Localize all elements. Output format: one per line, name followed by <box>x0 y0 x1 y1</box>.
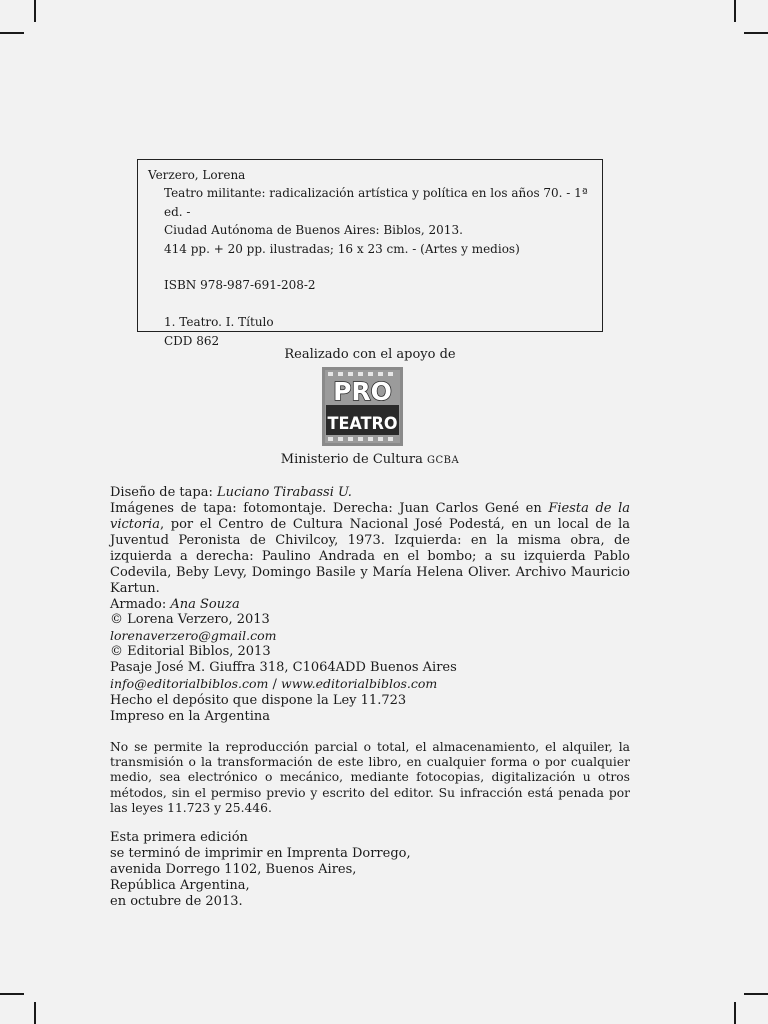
crop-mark <box>744 32 768 34</box>
cip-isbn: ISBN 978-987-691-208-2 <box>164 278 316 293</box>
legal-notice: No se permite la reproducción parcial o total, el almacenamiento, el alquiler, la transmisión o la transformación de este libro, en cualquier forma o por cualquier medio, sea electrónico o mecánico, mediante fotocopias, digitalización u otros métodos, sin el permiso previo y escrito del editor. Su infracción está penada por las leyes 11.723 y 25.446. <box>110 740 630 815</box>
support-label: Realizado con el apoyo de <box>284 347 456 362</box>
design-name: Luciano Tirabassi U. <box>216 485 352 500</box>
copyright-publisher: © Editorial Biblos, 2013 <box>110 644 271 659</box>
author-email-link[interactable]: lorenaverzero@gmail.com <box>110 628 277 643</box>
legal-deposit: Hecho el depósito que dispone la Ley 11.723 <box>110 693 407 708</box>
layout-label: Armado: <box>110 597 171 612</box>
ministry-line <box>0 452 740 467</box>
ministry-name: Ministerio de Cultura <box>280 452 423 467</box>
publisher-web-link[interactable]: www.editorialbiblos.com <box>281 676 438 691</box>
cip-author: Verzero, Lorena <box>148 168 246 182</box>
crop-mark <box>734 0 736 22</box>
colophon: Esta primera edición se terminó de imprimir en Imprenta Dorrego, avenida Dorrego 1102, Buenos Aires, República Argentina, en octubre de 2013. <box>110 830 411 909</box>
crop-mark <box>0 993 24 995</box>
crop-mark <box>744 993 768 995</box>
publisher-address: Pasaje José M. Giuffra 318, C1064ADD Buenos Aires <box>110 660 457 675</box>
crop-mark <box>34 0 36 22</box>
cip-cdd: CDD 862 <box>164 333 220 348</box>
layout-name: Ana Souza <box>170 597 240 612</box>
publisher-email-link[interactable]: info@editorialbiblos.com <box>110 676 269 691</box>
copyright-block: © Lorena Verzero, 2013 lorenaverzero@gmail.com © Editorial Biblos, 2013 Pasaje José M. Giuffra 318, C1064ADD Buenos Aires info@editorialbiblos.com / www.editorialbiblos.com Hecho el depósito que dispone la Ley 11.723 Impreso en la Argentina <box>110 612 630 725</box>
ministry-abbr: GCBA <box>427 455 460 466</box>
crop-mark <box>34 1002 36 1024</box>
design-label: Diseño de tapa: <box>110 485 217 500</box>
cip-extent-line: 414 pp. + 20 pp. ilustradas; 16 x 23 cm. - (Artes y medios) <box>164 241 520 256</box>
cip-title-line: Teatro militante: radicalización artística y política en los años 70. - 1ª ed. - <box>164 186 588 219</box>
proteatro-logo <box>322 367 403 446</box>
crop-mark <box>734 1002 736 1024</box>
printed-in: Impreso en la Argentina <box>110 709 271 724</box>
cataloguing-box <box>137 159 603 348</box>
credits-block <box>110 485 630 613</box>
copyright-author: © Lorena Verzero, 2013 <box>110 612 270 627</box>
logo-teatro-text: TEATRO <box>327 414 398 434</box>
cip-place-line: Ciudad Autónoma de Buenos Aires: Biblos, 2013. <box>164 223 463 238</box>
cip-subject: 1. Teatro. I. Título <box>164 315 274 330</box>
crop-mark <box>0 32 24 34</box>
logo-pro-text: PRO <box>333 377 392 406</box>
images-credit: Imágenes de tapa: fotomontaje. Derecha: Juan Carlos Gené en Fiesta de la victoria, por el Centro de Cultura Nacional José Podestá, en un local de la Juventud Peronista de Chivilcoy, 1973. Izquierda: en la misma obra, de izquierda a derecha: Paulino Andrada en el bombo; a su izquierda Pablo Codevila, Beby Levy, Domingo Basile y María Helena Oliver. Archivo Mauricio Kartun. <box>110 501 630 596</box>
